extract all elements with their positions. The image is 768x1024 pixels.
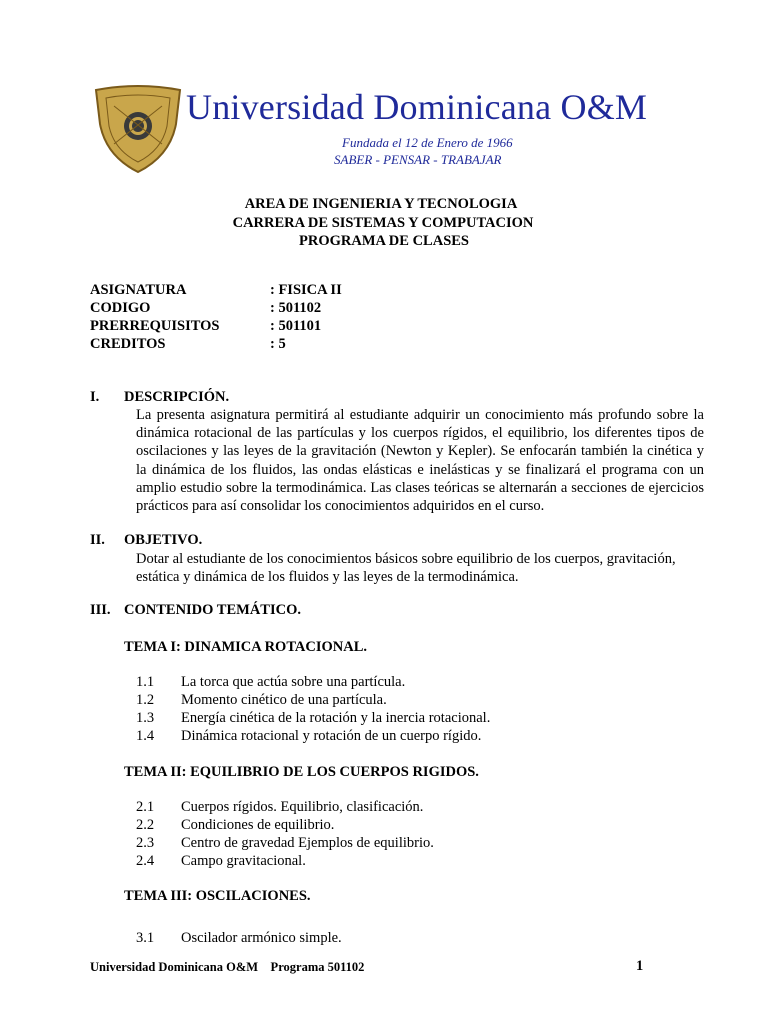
item-number: 1.3 (136, 710, 155, 726)
descripcion-text: La presenta asignatura permitirá al estudiante adquirir un conocimiento más profundo sobre la dinámica rotacional de las partículas y los cuerpos rígidos, el equilibrio, los diferentes tipos de oscilaciones y las leyes de la gravitación (Newton y Kepler). Se enfocarán también la cinética y la dinámica de los fluidos, las ondas elásticas e inelásticas y se finalizará el programa con un amplio estudio sobre la termodinámica. Las clases teóricas se alternarán a secciones de ejercicios prácticos para así consolidar los conocimientos adquiridos en el curso. (136, 407, 704, 515)
area-title: AREA DE INGENIERIA Y TECNOLOGIA (244, 196, 518, 212)
item-number: 2.4 (136, 853, 155, 869)
tema-title: TEMA II: EQUILIBRIO DE LOS CUERPOS RIGIDOS. (124, 764, 479, 780)
info-label: CODIGO (90, 300, 151, 316)
item-number: 2.3 (136, 835, 155, 851)
objetivo-text: Dotar al estudiante de los conocimientos básicos sobre equilibrio de los cuerpos, gravitación, estática y dinámica de los fluidos y las leyes de la termodinámica. (136, 551, 676, 586)
info-label: PRERREQUISITOS (90, 318, 220, 334)
university-motto: SABER - PENSAR - TRABAJAR (334, 152, 502, 167)
item-number: 3.1 (136, 930, 155, 946)
item-text: Centro de gravedad Ejemplos de equilibrio. (181, 835, 434, 851)
item-text: La torca que actúa sobre una partícula. (181, 674, 406, 690)
founded-date: Fundada el 12 de Enero de 1966 (342, 135, 513, 150)
info-value: : 5 (270, 336, 286, 352)
tema-title: TEMA I: DINAMICA ROTACIONAL. (124, 639, 368, 655)
university-name: Universidad Dominicana O&M (186, 87, 648, 127)
descripcion-paragraph (136, 406, 704, 515)
item-number: 1.1 (136, 674, 155, 690)
info-value: : 501101 (270, 318, 322, 334)
item-text: Campo gravitacional. (181, 853, 306, 869)
info-label: CREDITOS (90, 336, 166, 352)
tema-title: TEMA III: OSCILACIONES. (124, 888, 311, 904)
item-text: Energía cinética de la rotación y la inercia rotacional. (181, 710, 491, 726)
university-crest-logo (92, 84, 184, 176)
footer-label: Universidad Dominicana O&M Programa 501102 (90, 960, 365, 974)
objetivo-paragraph (136, 550, 704, 586)
section-title-descripcion: DESCRIPCIÓN. (124, 389, 230, 405)
info-label: ASIGNATURA (90, 282, 187, 298)
section-title-objetivo: OBJETIVO. (124, 532, 203, 548)
section-number: I. (90, 389, 100, 405)
section-number: III. (90, 602, 111, 618)
item-number: 1.2 (136, 692, 155, 708)
info-value: : FISICA II (270, 282, 342, 298)
page-number: 1 (636, 958, 644, 974)
item-text: Momento cinético de una partícula. (181, 692, 387, 708)
item-text: Oscilador armónico simple. (181, 930, 342, 946)
item-text: Cuerpos rígidos. Equilibrio, clasificación. (181, 799, 424, 815)
crest-icon (92, 84, 184, 176)
item-number: 2.2 (136, 817, 155, 833)
item-text: Dinámica rotacional y rotación de un cuerpo rígido. (181, 728, 482, 744)
section-title-contenido: CONTENIDO TEMÁTICO. (124, 602, 301, 618)
section-number: II. (90, 532, 105, 548)
career-title: CARRERA DE SISTEMAS Y COMPUTACION (232, 215, 534, 231)
program-title: PROGRAMA DE CLASES (299, 233, 469, 249)
info-value: : 501102 (270, 300, 322, 316)
item-number: 2.1 (136, 799, 155, 815)
item-number: 1.4 (136, 728, 155, 744)
item-text: Condiciones de equilibrio. (181, 817, 335, 833)
